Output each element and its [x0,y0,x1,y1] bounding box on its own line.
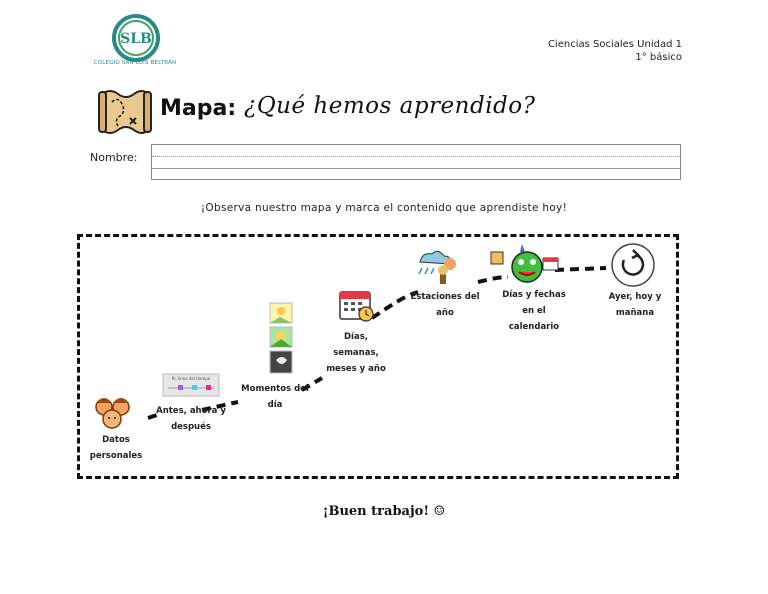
title-bold: Mapa: [160,96,237,121]
timeline-thumbnail-text: Pr. linea del tiempo [171,376,211,381]
stop-label-5: Estaciones del año [410,292,480,318]
timeline-strip-icon [163,374,219,396]
stop-label-4: Días, semanas, meses y año [326,332,386,374]
stop-label-2: Antes, ahora y después [156,406,226,432]
stop-label-7: Ayer, hoy y mañana [608,292,662,318]
name-label: Nombre: [90,151,138,164]
cycle-arrow-icon [612,244,654,286]
closing-message: ¡Buen trabajo! ☺ [322,504,446,519]
title-script: ¿Qué hemos aprendido? [244,93,536,119]
course-subject: Ciencias Sociales Unidad 1 [547,39,682,50]
course-grade: 1° básico [635,52,682,63]
instruction-text: ¡Observa nuestro mapa y marca el contenido que aprendiste hoy! [200,202,568,214]
logo-letters: SLB [120,31,152,47]
calendar-clock-icon [340,292,373,321]
stop-label-1: Datos personales [89,435,143,461]
children-faces-icon [96,398,129,428]
stop-label-3: Momentos del día [241,384,309,410]
school-name: COLEGIO SAN LUIS BELTRÁN [93,60,177,66]
day-moments-icon [270,303,292,373]
stop-label-6: Días y fechas en el calendario [502,290,566,332]
weather-seasons-icon [419,251,456,284]
